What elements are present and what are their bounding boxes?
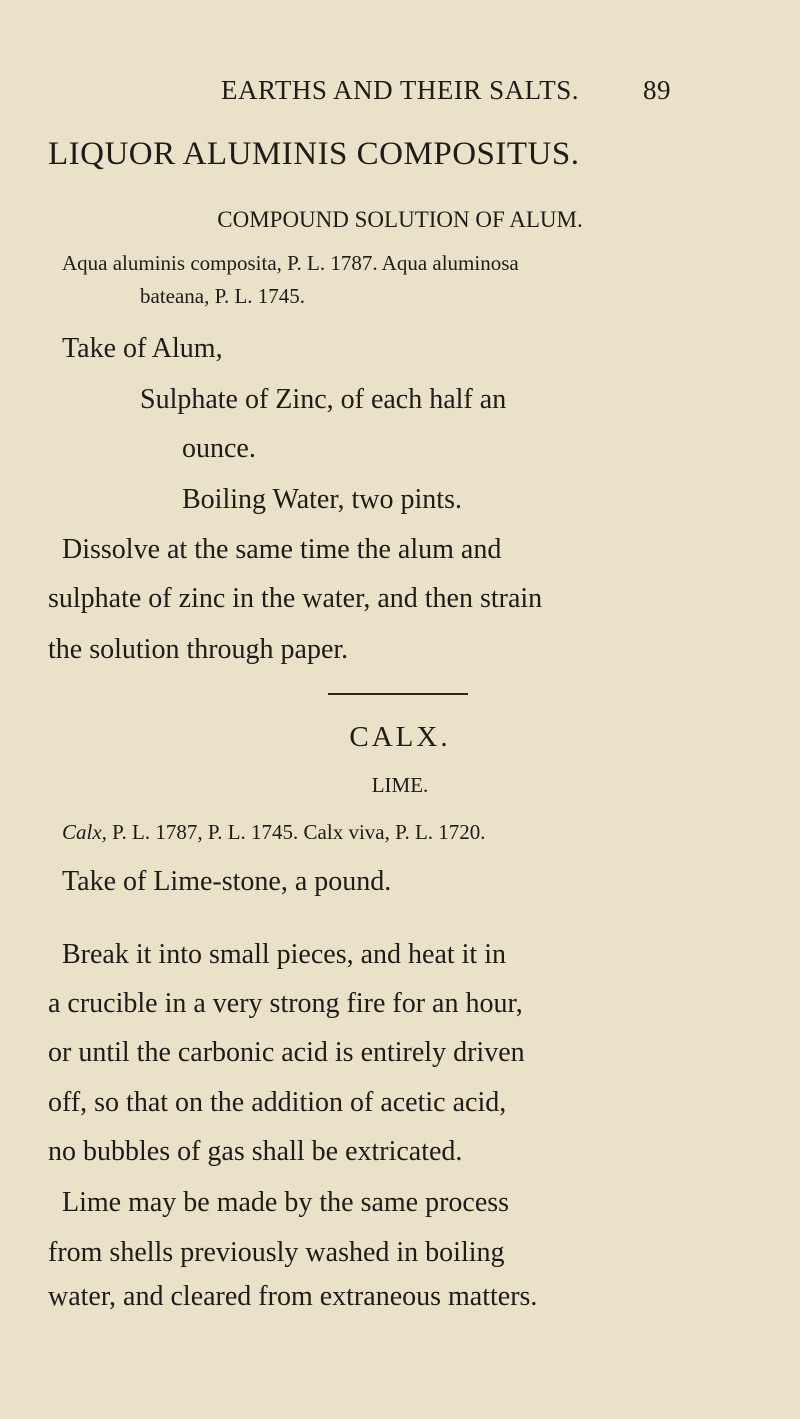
section-subtitle-liquor: COMPOUND SOLUTION OF ALUM. [217, 207, 583, 233]
directions-line: sulphate of zinc in the water, and then strain [48, 583, 543, 615]
synonym-italic: Calx, [62, 819, 107, 844]
directions-line: off, so that on the addition of acetic acid, [48, 1086, 507, 1118]
directions-line: a crucible in a very strong fire for an hour, [48, 987, 523, 1019]
running-head [0, 75, 800, 106]
note-line: from shells previously washed in boiling [48, 1236, 505, 1268]
directions-line: the solution through paper. [48, 633, 349, 665]
directions-line: Break it into small pieces, and heat it in [62, 939, 506, 971]
note-line: water, and cleared from extraneous matters. [48, 1280, 538, 1312]
section-title-liquor: LIQUOR ALUMINIS COMPOSITUS. [48, 136, 580, 173]
page-number: 89 [643, 74, 671, 105]
running-head-title: EARTHS AND THEIR SALTS. [221, 74, 579, 105]
directions-line: Dissolve at the same time the alum and [62, 533, 502, 565]
recipe-line: ounce. [182, 433, 256, 465]
note-line: Lime may be made by the same process [62, 1187, 510, 1219]
section-subtitle-calx: LIME. [371, 772, 429, 797]
synonym-line [62, 820, 486, 845]
recipe-line: Sulphate of Zinc, of each half an [140, 383, 507, 415]
synonym-line: Aqua aluminis composita, P. L. 1787. Aqua aluminosa [62, 251, 519, 276]
section-divider [328, 693, 468, 695]
recipe-line: Take of Lime-stone, a pound. [62, 866, 392, 898]
section-title-calx: CALX. [349, 720, 451, 753]
recipe-line: Take of Alum, [62, 333, 223, 365]
synonym-rest: P. L. 1787, P. L. 1745. Calx viva, P. L. 1720. [106, 819, 486, 844]
directions-line: or until the carbonic acid is entirely driven [48, 1037, 525, 1069]
directions-line: no bubbles of gas shall be extricated. [48, 1136, 463, 1168]
recipe-line: Boiling Water, two pints. [182, 483, 462, 515]
synonym-line: bateana, P. L. 1745. [140, 283, 306, 308]
